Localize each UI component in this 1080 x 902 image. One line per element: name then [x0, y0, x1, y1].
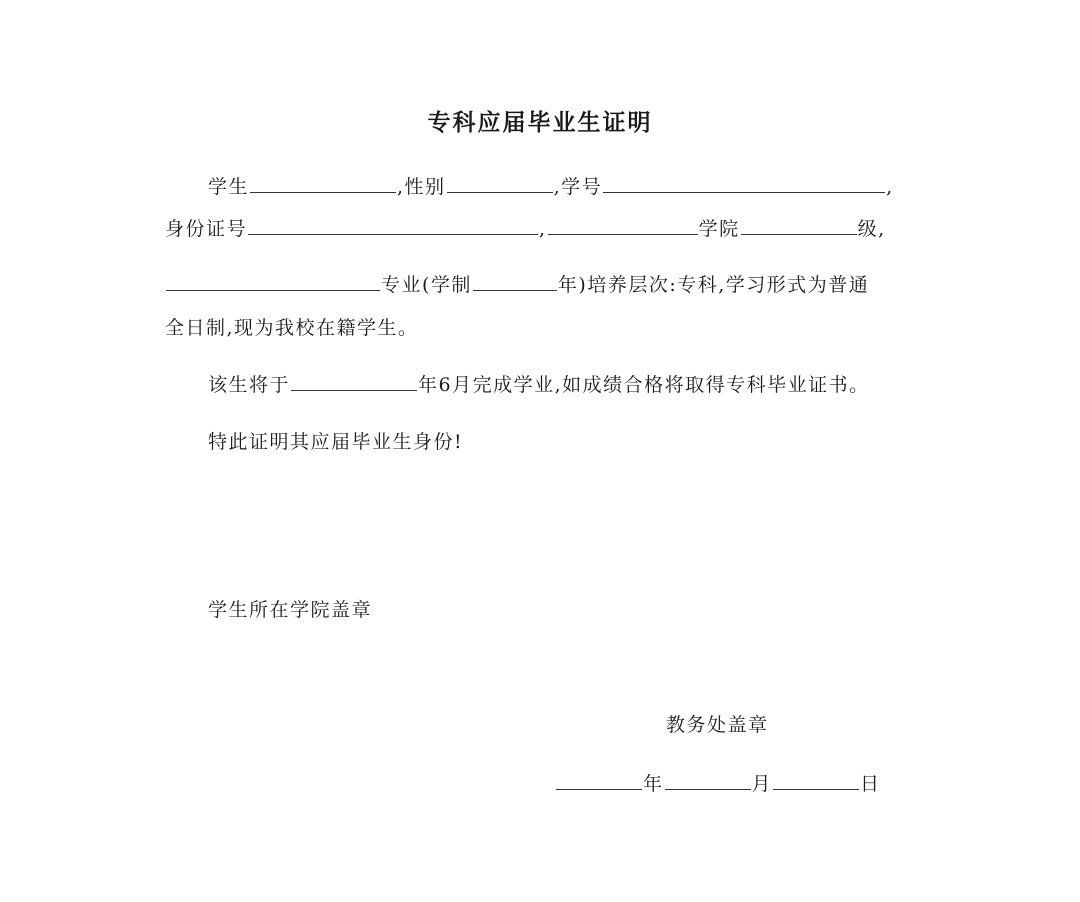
line-major: [165, 272, 869, 297]
blank-student-id[interactable]: [603, 174, 885, 193]
line-student-info: [208, 174, 894, 199]
label-year-close: 年)培养层次:专科,学习形式为普通: [557, 274, 870, 296]
line-fulltime: 全日制,现为我校在籍学生。: [165, 317, 419, 339]
label-id-number: 身份证号: [165, 218, 248, 240]
label-completion-prefix: 该生将于: [208, 374, 291, 396]
label-completion-suffix: 年6月完成学业,如成绩合格将取得专科毕业证书。: [418, 374, 870, 396]
document-title: 专科应届毕业生证明: [427, 110, 653, 136]
blank-month[interactable]: [665, 771, 751, 790]
blank-year[interactable]: [556, 771, 642, 790]
label-month: 月: [751, 773, 773, 795]
comma: ,: [539, 218, 547, 240]
blank-major[interactable]: [166, 272, 380, 291]
blank-grade[interactable]: [741, 216, 857, 235]
label-college: 学院: [698, 218, 740, 240]
label-student: 学生: [208, 176, 250, 198]
date-line: [555, 771, 881, 796]
line-id-college: [165, 216, 886, 241]
comma-end: ,: [886, 176, 894, 198]
label-student-id: ,学号: [553, 176, 603, 198]
blank-completion-year[interactable]: [291, 372, 417, 391]
blank-day[interactable]: [773, 771, 859, 790]
blank-duration[interactable]: [473, 272, 557, 291]
blank-college-name[interactable]: [548, 216, 698, 235]
blank-student-name[interactable]: [250, 174, 396, 193]
label-gender: ,性别: [397, 176, 446, 198]
office-stamp-label: 教务处盖章: [666, 714, 769, 736]
label-grade: 级,: [857, 218, 886, 240]
line-certify: 特此证明其应届毕业生身份!: [208, 431, 464, 453]
blank-gender[interactable]: [447, 174, 553, 193]
label-major: 专业(学制: [381, 274, 472, 296]
line-completion: [208, 372, 870, 397]
blank-id-number[interactable]: [248, 216, 538, 235]
label-day: 日: [860, 773, 881, 795]
college-stamp-label: 学生所在学院盖章: [208, 599, 373, 621]
label-year: 年: [643, 773, 664, 795]
